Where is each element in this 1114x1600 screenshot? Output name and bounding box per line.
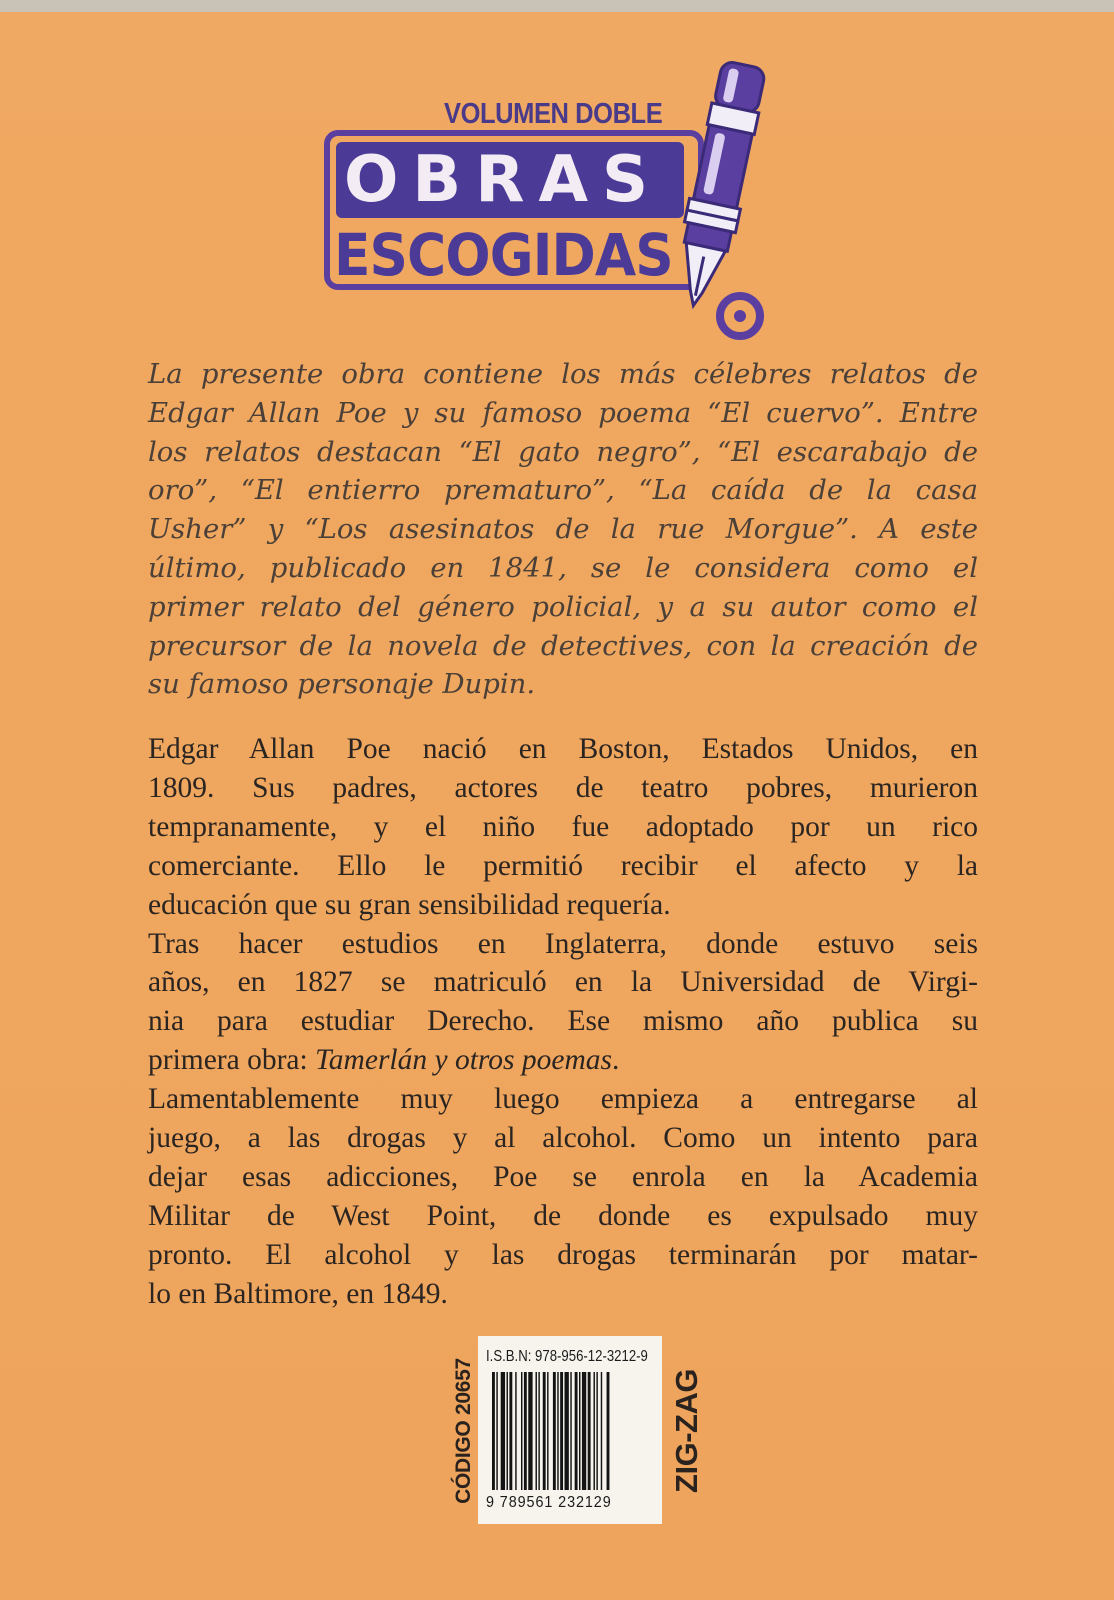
bio-text: . — [612, 1044, 620, 1077]
barcode-bar — [570, 1372, 571, 1490]
barcode-number: 9 789561 232129 — [486, 1494, 612, 1511]
logo-kicker: VOLUMEN DOBLE — [444, 98, 663, 130]
barcode-bar — [536, 1372, 537, 1490]
isbn-text: I.S.B.N: 978-956-12-3212-9 — [486, 1348, 648, 1365]
first-work-title: Tamerlán y otros poemas — [315, 1044, 613, 1077]
bio-line: Tras hacer estudios en Inglaterra, donde estuvo seis — [148, 927, 978, 960]
logo-title-line1: OBRAS — [344, 143, 663, 217]
barcode-bar — [515, 1372, 516, 1490]
barcode-bar — [509, 1372, 512, 1490]
barcode-bar — [553, 1372, 556, 1490]
logo-title-line2: ESCOGIDAS — [334, 221, 673, 289]
barcode-bar — [575, 1372, 578, 1490]
barcode-icon — [492, 1372, 652, 1490]
bio-line: Militar de West Point, de donde es expulsado muy — [148, 1199, 978, 1232]
bio-line: pronto. El alcohol y las drogas terminarán por matar- — [148, 1238, 978, 1271]
series-logo — [320, 60, 800, 360]
barcode-bar — [601, 1372, 602, 1490]
barcode-bar — [565, 1372, 569, 1490]
barcode-bar — [582, 1372, 586, 1490]
bio-line — [148, 1041, 978, 1080]
barcode-bar — [543, 1372, 546, 1490]
synopsis-line: último, publicado en 1841, se le considera como el — [148, 551, 978, 584]
synopsis-line: primer relato del género policial, y a su autor como el — [148, 590, 978, 623]
barcode-bar — [492, 1372, 495, 1490]
bio-line: educación que su gran sensibilidad requería. — [148, 888, 671, 921]
bio-line: años, en 1827 se matriculó en la Universidad de Virgi- — [148, 966, 978, 999]
synopsis-line: Edgar Allan Poe y su famoso poema “El cuervo”. Entre — [148, 396, 978, 429]
publisher-name: ZIG-ZAG — [669, 1369, 704, 1493]
barcode-bar — [521, 1372, 522, 1490]
bio-line: lo en Baltimore, en 1849. — [148, 1277, 448, 1310]
fountain-pen-icon — [656, 60, 796, 340]
barcode-bar — [501, 1372, 505, 1490]
barcode-bar — [557, 1372, 558, 1490]
bio-paragraph-2 — [148, 925, 978, 1081]
barcode-bar — [560, 1372, 563, 1490]
bio-line: comerciante. Ello le permitió recibir el afecto y la — [148, 849, 978, 882]
synopsis-line: Usher” y “Los asesinatos de la rue Morgue”. A este — [148, 513, 978, 546]
synopsis-paragraph — [148, 355, 978, 704]
bio-line: juego, a las drogas y al alcohol. Como un intento para — [148, 1122, 978, 1155]
bio-line: tempranamente, y el niño fue adoptado por un rico — [148, 810, 978, 843]
barcode-bar — [538, 1372, 539, 1490]
barcode-bar — [596, 1372, 597, 1490]
bio-line: 1809. Sus padres, actores de teatro pobres, murieron — [148, 771, 978, 804]
bio-line: Lamentablemente muy luego empieza a entregarse al — [148, 1083, 978, 1116]
bio-line: dejar esas adicciones, Poe se enrola en la Academia — [148, 1160, 978, 1193]
barcode-label — [478, 1336, 662, 1524]
author-biography — [148, 730, 978, 1314]
barcode-bar — [528, 1372, 532, 1490]
synopsis-line: precursor de la novela de detectives, con la creación de — [148, 629, 978, 662]
bio-paragraph-3 — [148, 1080, 978, 1313]
bio-paragraph-1 — [148, 730, 978, 925]
bio-line: Edgar Allan Poe nació en Boston, Estados Unidos, en — [148, 733, 978, 765]
bio-line: nia para estudiar Derecho. Ese mismo año publica su — [148, 1005, 978, 1038]
barcode-bar — [594, 1372, 595, 1490]
barcode-bar — [524, 1372, 527, 1490]
synopsis-line: los relatos destacan “El gato negro”, “El escarabajo de — [148, 435, 978, 468]
product-code-text: CÓDIGO 20657 — [452, 1358, 475, 1504]
barcode-bar — [496, 1372, 497, 1490]
barcode-bar — [588, 1372, 591, 1490]
barcode-bar — [579, 1372, 580, 1490]
synopsis-line: La presente obra contiene los más célebres relatos de — [148, 358, 978, 390]
barcode-bar — [607, 1372, 610, 1490]
barcode-bar — [547, 1372, 548, 1490]
product-code — [451, 1338, 477, 1524]
publisher-logo — [666, 1336, 708, 1526]
bio-text: primera obra: — [148, 1044, 316, 1077]
synopsis-line: oro”, “El entierro prematuro”, “La caída de la casa — [148, 474, 978, 507]
barcode-bar — [507, 1372, 508, 1490]
synopsis-line: su famoso personaje Dupin. — [148, 668, 536, 701]
